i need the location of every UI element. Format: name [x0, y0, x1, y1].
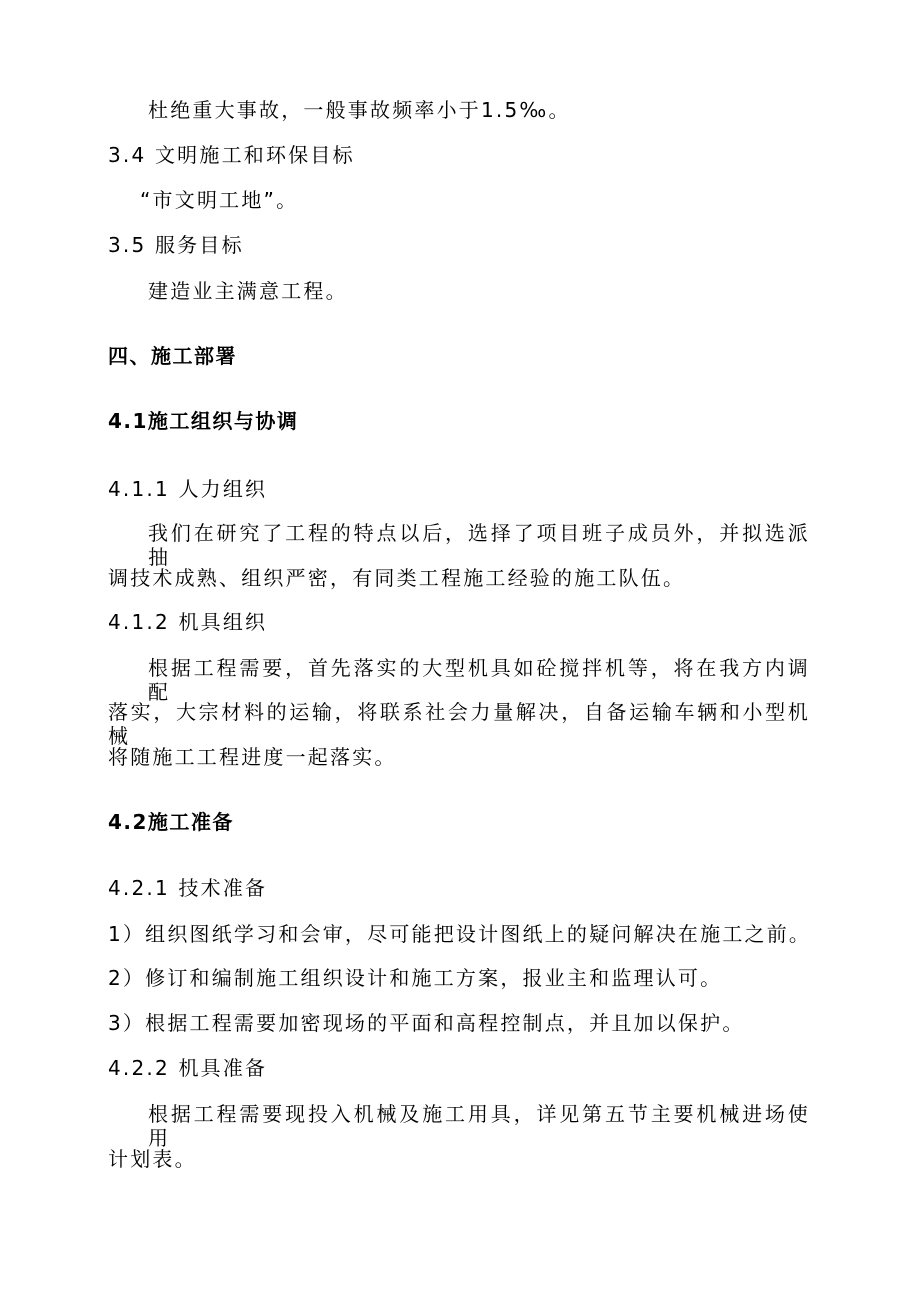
manpower-paragraph-line-1: 我们在研究了工程的特点以后，选择了项目班子成员外，并拟选派抽	[148, 521, 810, 569]
manpower-paragraph-line-2: 调技术成熟、组织严密，有同类工程施工经验的施工队伍。	[108, 566, 686, 590]
section-4-1-2-heading: 4.1.2 机具组织	[108, 610, 268, 634]
tech-prep-item-3: 3）根据工程需要加密现场的平面和高程控制点，并且加以保护。	[108, 1011, 745, 1035]
section-3-4-heading: 3.4 文明施工和环保目标	[108, 143, 355, 167]
equipment-paragraph-line-1: 根据工程需要，首先落实的大型机具如砼搅拌机等，将在我方内调配	[148, 656, 810, 704]
tech-prep-item-2: 2）修订和编制施工组织设计和施工方案，报业主和监理认可。	[108, 966, 723, 990]
service-target-text: 建造业主满意工程。	[148, 279, 348, 303]
section-4-2-1-heading: 4.2.1 技术准备	[108, 876, 268, 900]
equipment-paragraph-line-3: 将随施工工程进度一起落实。	[108, 745, 397, 769]
machine-prep-paragraph-line-1: 根据工程需要现投入机械及施工用具，详见第五节主要机械进场使用	[148, 1102, 810, 1150]
civilized-site-text: “市文明工地”。	[140, 188, 299, 212]
section-4-1-heading: 4.1施工组织与协调	[108, 409, 299, 433]
section-4-2-heading: 4.2施工准备	[108, 810, 234, 834]
tech-prep-item-1: 1）组织图纸学习和会审，尽可能把设计图纸上的疑问解决在施工之前。	[108, 922, 812, 946]
section-4-1-1-heading: 4.1.1 人力组织	[108, 477, 268, 501]
chapter-4-heading: 四、施工部署	[108, 344, 237, 368]
equipment-paragraph-line-2: 落实，大宗材料的运输，将联系社会力量解决，自备运输车辆和小型机械	[108, 700, 810, 748]
machine-prep-paragraph-line-2: 计划表。	[108, 1147, 197, 1171]
safety-target-text: 杜绝重大事故，一般事故频率小于1.5‰。	[148, 98, 571, 122]
section-4-2-2-heading: 4.2.2 机具准备	[108, 1056, 268, 1080]
section-3-5-heading: 3.5 服务目标	[108, 233, 244, 257]
